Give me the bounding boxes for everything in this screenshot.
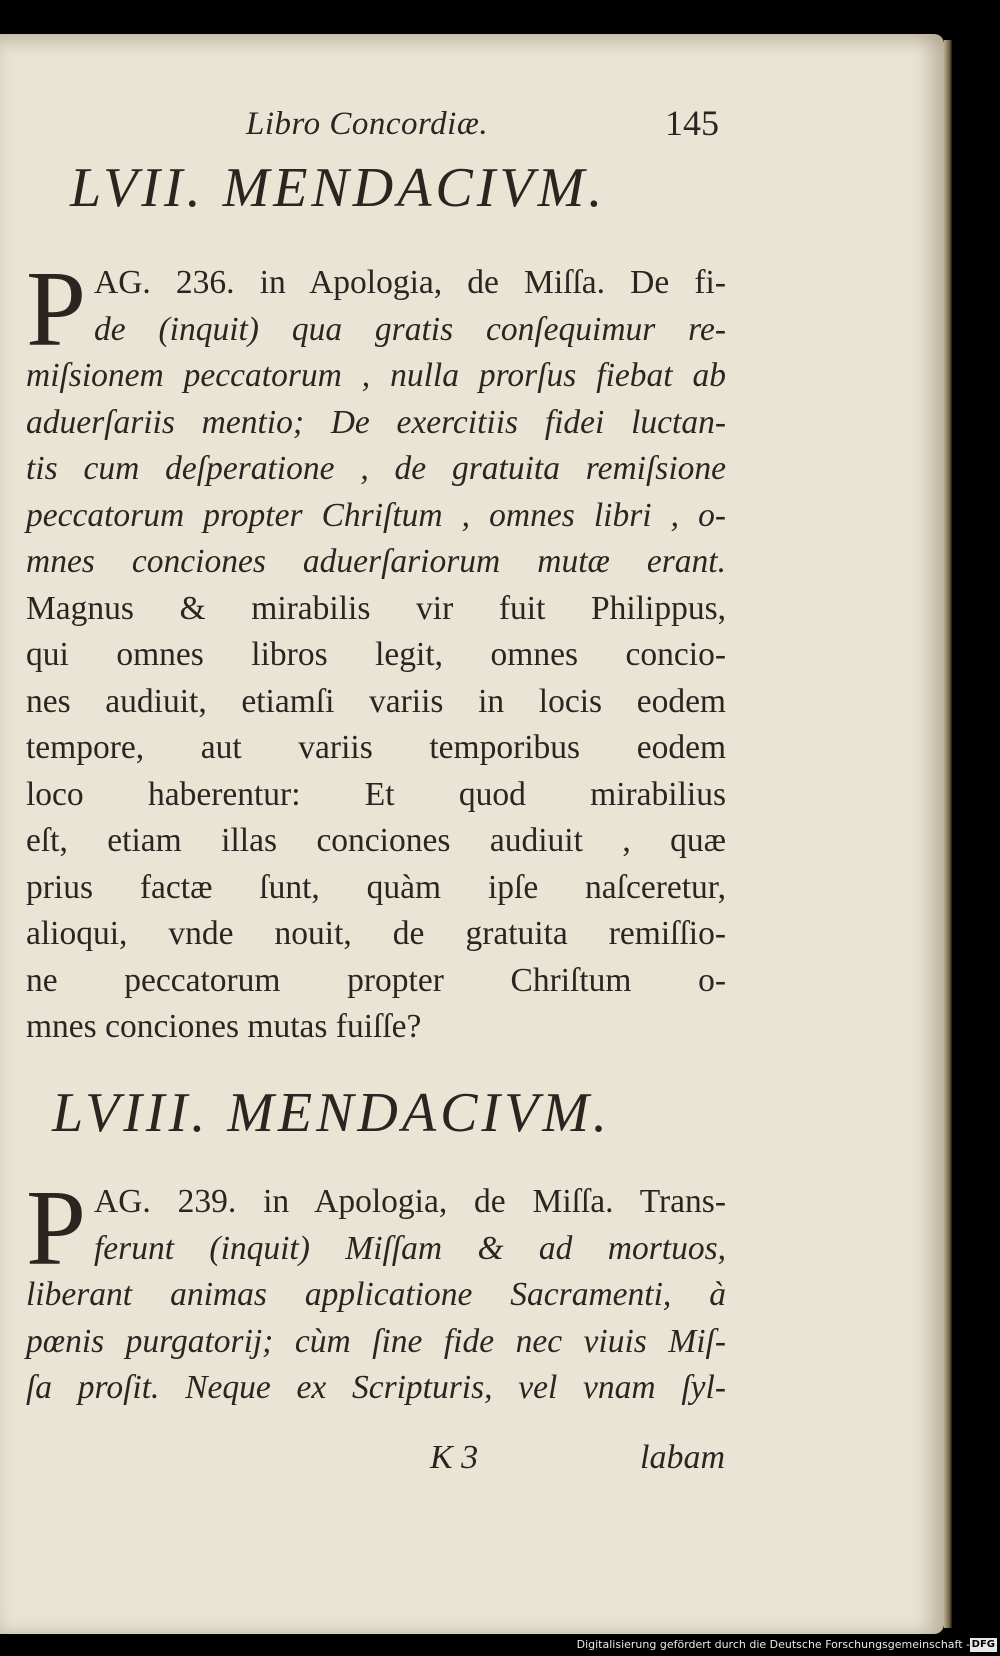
page-edge [944, 40, 952, 1628]
section-body-lvii [26, 250, 726, 1051]
text-line: mnes conciones mutas fuiſſe? [26, 1008, 422, 1045]
drop-cap: P [26, 250, 87, 369]
credit-text: Digitalisierung gefördert durch die Deutsche Forschungsgemeinschaft - [576, 1638, 970, 1651]
text-line: nes audiuit, etiamſi variis in locis eodem [26, 682, 726, 720]
text-line: miſsionem peccatorum , nulla prorſus fiebat ab [26, 357, 726, 394]
section-heading-lvii: LVII. MENDACIVM. [70, 157, 607, 219]
text-line: ferunt (inquit) Miſſam & ad mortuos, [94, 1229, 726, 1267]
section-heading-lviii: LVIII. MENDACIVM. [52, 1082, 611, 1144]
credit-bar [0, 1634, 1000, 1656]
text-line: alioqui, vnde nouit, de gratuita remiſſio- [26, 915, 726, 952]
page-number: 145 [665, 103, 719, 143]
text-line: ne peccatorum propter Chriſtum o- [26, 961, 726, 999]
text-line: qui omnes libros legit, omnes concio- [26, 636, 726, 673]
text-line: tis cum deſperatione , de gratuita remiſsione [26, 450, 726, 487]
text-line: pœnis purgatorij; cùm ſine fide nec viuis Miſ- [26, 1322, 726, 1360]
catchword: labam [640, 1439, 725, 1476]
text-line: ſa proſit. Neque ex Scripturis, vel vnam ſyl- [26, 1369, 726, 1406]
text-line: loco haberentur: Et quod mirabilius [26, 775, 726, 813]
drop-cap: P [26, 1169, 87, 1288]
text-line: Magnus & mirabilis vir fuit Philippus, [26, 589, 726, 627]
signature-mark: K 3 [430, 1439, 479, 1476]
text-line: tempore, aut variis temporibus eodem [26, 729, 726, 766]
dfg-logo-icon: DFG [971, 1639, 995, 1650]
text-line: mnes conciones aduerſariorum mutæ erant. [26, 543, 726, 580]
text-line: AG. 239. in Apologia, de Miſſa. Trans- [94, 1183, 726, 1220]
page-header [0, 103, 944, 150]
text-line: liberant animas applicatione Sacramenti, à [26, 1276, 726, 1313]
page-footer [0, 1439, 944, 1483]
book-page [0, 34, 944, 1634]
section-body-lviii [26, 1169, 726, 1412]
text-line: aduerſariis mentio; De exercitiis fidei luctan- [26, 403, 726, 441]
running-head: Libro Concordiæ. [246, 106, 489, 142]
text-line: prius factæ ſunt, quàm ipſe naſceretur, [26, 868, 726, 906]
text-line: eſt, etiam illas conciones audiuit , quæ [26, 822, 726, 859]
text-line: AG. 236. in Apologia, de Miſſa. De fi- [94, 264, 726, 301]
text-line: peccatorum propter Chriſtum , omnes libri , o- [26, 496, 726, 534]
text-line: de (inquit) qua gratis conſequimur re- [94, 310, 726, 348]
